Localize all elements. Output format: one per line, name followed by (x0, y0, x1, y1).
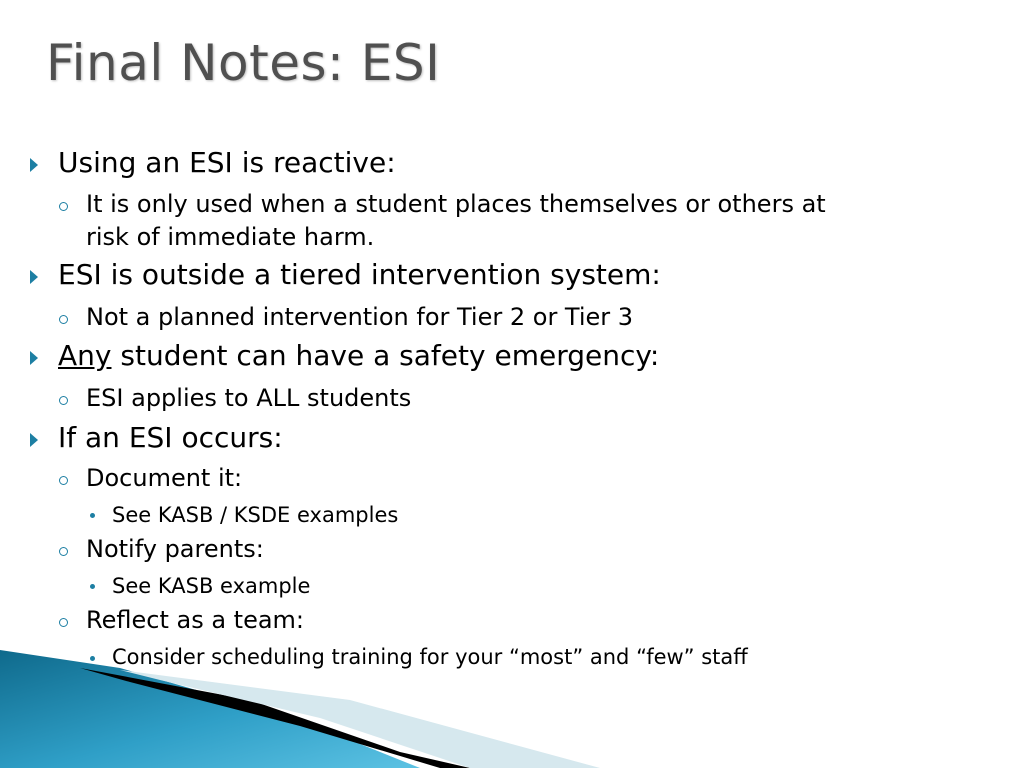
triangle-bullet-icon (30, 270, 38, 284)
triangle-bullet-icon (30, 158, 38, 172)
emphasis-any: Any (58, 339, 112, 372)
bullet-item-rest: student can have a safety emergency: (111, 339, 660, 372)
sub-bullet-item: Document it: (86, 464, 243, 492)
sub-bullet-item: Not a planned intervention for Tier 2 or Tier 3 (86, 303, 634, 331)
slide-title: Final Notes: ESI (46, 34, 441, 92)
sub-sub-bullet-item: See KASB / KSDE examples (112, 503, 399, 527)
circle-bullet-icon (59, 547, 68, 556)
bullet-item: If an ESI occurs: (58, 421, 283, 454)
bullet-item (58, 339, 659, 372)
triangle-bullet-icon (30, 351, 38, 365)
sub-bullet-item: It is only used when a student places themselves or others at (86, 190, 826, 218)
dot-bullet-icon (90, 656, 95, 661)
circle-bullet-icon (59, 396, 68, 405)
dot-bullet-icon (90, 584, 95, 589)
bullet-item: Using an ESI is reactive: (58, 146, 396, 179)
sub-bullet-item: Notify parents: (86, 535, 264, 563)
sub-bullet-item: ESI applies to ALL students (86, 384, 412, 412)
circle-bullet-icon (59, 476, 68, 485)
triangle-bullet-icon (30, 433, 38, 447)
dot-bullet-icon (90, 513, 95, 518)
bullet-item: ESI is outside a tiered intervention system: (58, 258, 661, 291)
sub-sub-bullet-item: Consider scheduling training for your “most” and “few” staff (112, 645, 748, 669)
circle-bullet-icon (59, 618, 68, 627)
circle-bullet-icon (59, 202, 68, 211)
circle-bullet-icon (59, 315, 68, 324)
sub-sub-bullet-item: See KASB example (112, 574, 311, 598)
sub-bullet-item-continued: risk of immediate harm. (86, 223, 375, 251)
sub-bullet-item: Reflect as a team: (86, 606, 305, 634)
